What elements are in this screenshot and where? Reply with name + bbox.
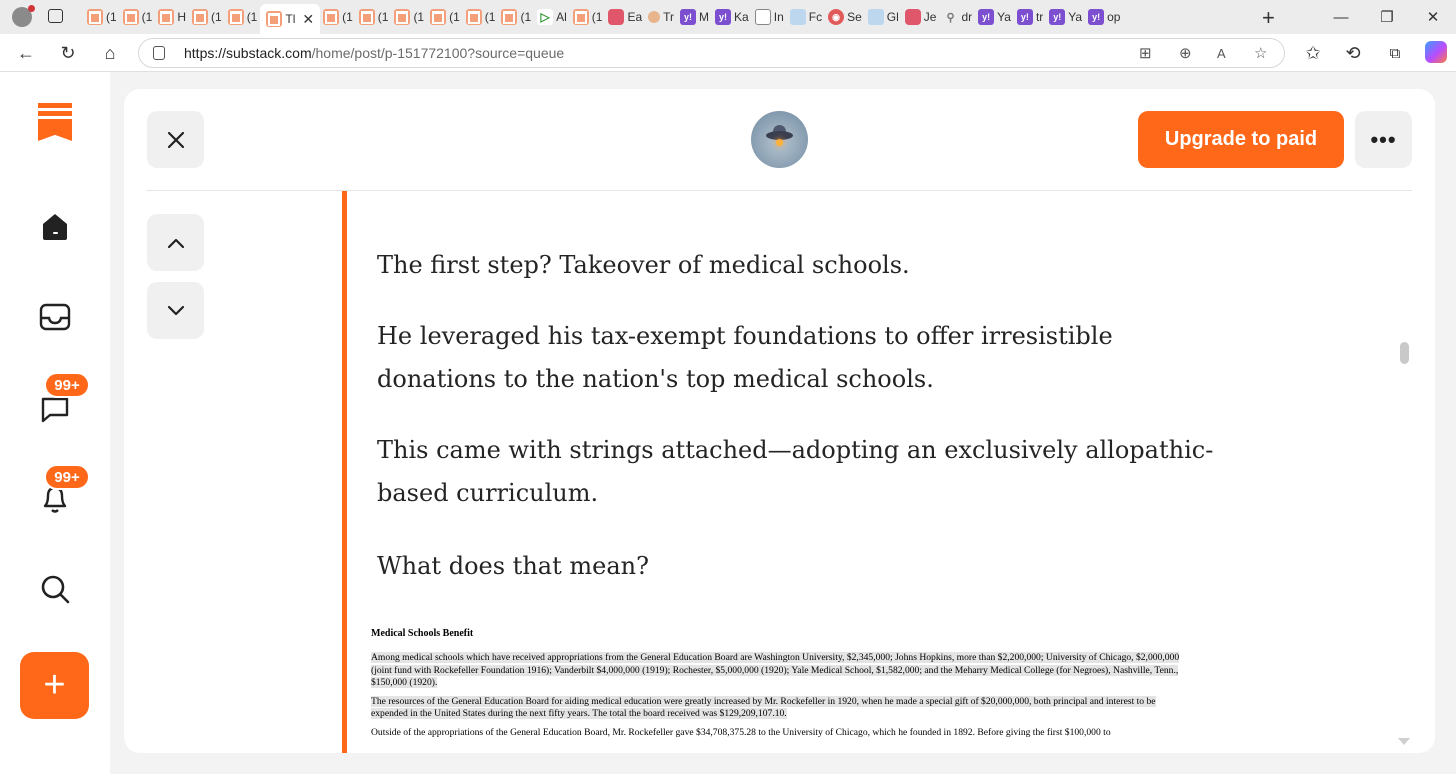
favorites-icon[interactable]: ✩ [1305, 42, 1321, 63]
browser-tab-label: (1 [484, 10, 496, 24]
substack-favicon-icon [573, 9, 589, 25]
news-favicon-icon [790, 9, 806, 25]
substack-favicon-icon [228, 9, 244, 25]
browser-tab-label: Gl [886, 10, 899, 24]
browser-tab-label: Fc [808, 10, 823, 24]
substack-favicon-icon [430, 9, 446, 25]
browser-tab-label: (1 [413, 10, 425, 24]
scroll-down-arrow[interactable] [1398, 738, 1410, 745]
browser-tab-label: (1 [520, 10, 532, 24]
close-reader-button[interactable] [147, 111, 204, 168]
browser-tab[interactable] [865, 3, 902, 31]
browser-tab-bar [0, 0, 1456, 34]
browser-tab-label: Ya [997, 10, 1011, 24]
substack-favicon-icon [394, 9, 410, 25]
browser-tab-label: Se [847, 10, 862, 24]
browser-tab[interactable] [902, 3, 940, 31]
red-favicon-icon: ◉ [828, 9, 844, 25]
browser-tab[interactable] [120, 3, 156, 31]
substack-sidebar [0, 72, 110, 774]
back-icon[interactable]: ← [17, 42, 35, 63]
browser-tab-label: (1 [246, 10, 258, 24]
browser-tab[interactable] [1046, 3, 1085, 31]
document-paragraph: Among medical schools which have received appropriations from the General Education Board are Washington University, $2,345,000; Johns Hopkins, more than $2,200,000; University of Chicago, $2,000,000 (joint fund with Rockefeller Foundation 1916); Vanderbilt $4,000,000 (1919); Rochester, $5,000,000 (1920); Yale Medical School, $1,582,000; and the Meharry Medical College (for Negroes), Nashville, Tenn., $150,000 (1920). [371, 652, 1180, 688]
compose-button[interactable]: + [20, 652, 89, 719]
article-body [342, 191, 1382, 753]
browser-tab-label: (1 [106, 10, 117, 24]
browser-tab[interactable] [225, 3, 261, 31]
browser-tab-label: Tr [663, 10, 675, 24]
new-tab-button[interactable]: + [1262, 5, 1275, 30]
browser-tab-label: Ka [734, 10, 749, 24]
browser-tab[interactable] [825, 3, 865, 31]
browser-tab[interactable] [84, 3, 120, 31]
browser-tab[interactable] [463, 3, 499, 31]
browser-tab-label: tr [1035, 10, 1044, 24]
address-bar[interactable] [138, 38, 1285, 68]
browser-tab-label: In [773, 10, 784, 24]
browser-tab[interactable] [787, 3, 825, 31]
browser-tab-label: (1 [211, 10, 222, 24]
lock-icon[interactable] [153, 46, 165, 60]
article-paragraph: This came with strings attached—adopting an exclusively allopathic-based curriculum. [377, 436, 1214, 507]
profile-icon[interactable] [12, 7, 32, 27]
browser-tab-label: Ea [627, 10, 643, 24]
more-options-button[interactable]: ••• [1355, 111, 1412, 168]
browser-tab[interactable] [645, 3, 677, 31]
search-nav-icon[interactable] [38, 572, 72, 606]
notifications-badge: 99+ [44, 464, 90, 490]
substack-favicon-icon [87, 9, 103, 25]
tab-actions-icon[interactable] [48, 9, 63, 23]
browser-tab[interactable] [427, 3, 463, 31]
favorite-star-icon[interactable]: ☆ [1254, 45, 1268, 62]
browser-tab[interactable] [534, 3, 570, 31]
browser-tab-label: (1 [449, 10, 460, 24]
restore-icon[interactable]: ❐ [1380, 9, 1394, 26]
browser-tab[interactable] [391, 3, 427, 31]
substack-logo[interactable] [38, 103, 72, 141]
next-post-button[interactable] [147, 282, 204, 339]
window-controls [1318, 0, 1456, 34]
close-tab-icon[interactable]: ✕ [302, 10, 315, 27]
document-paragraph: The resources of the General Education Board for aiding medical education were greatly increased by Mr. Rockefeller in 1920, when he made a special gift of $20,000,000, both principal and interest to be expended in the United States during the next fifty years. The total the board received was $129,209,107.10. [371, 695, 1156, 719]
substack-favicon-icon [359, 9, 375, 25]
youtube-favicon-icon [905, 9, 921, 25]
yahoo-favicon-icon: y! [715, 9, 731, 25]
browser-tab[interactable] [320, 3, 356, 31]
refresh-icon[interactable]: ↻ [60, 42, 76, 63]
browser-tab[interactable] [1014, 3, 1046, 31]
browser-tab[interactable] [975, 3, 1014, 31]
browser-tab-label: dr [961, 10, 973, 24]
browser-tab[interactable] [189, 3, 225, 31]
zoom-icon[interactable]: ⊕ [1179, 45, 1192, 62]
browser-tab[interactable] [939, 3, 975, 31]
document-paragraph: Outside of the appropriations of the General Education Board, Mr. Rockefeller gave $34,708,375.28 to the University of Chicago, which he founded in 1892. Before giving the first $100,000 to [371, 726, 1111, 738]
previous-post-button[interactable] [147, 214, 204, 271]
browser-tab-active[interactable] [260, 4, 320, 34]
substack-favicon-icon [123, 9, 139, 25]
article-paragraph: He leveraged his tax-exempt foundations to offer irresistible donations to the nation's top medical schools. [377, 322, 1113, 393]
browser-tab-label: Je [923, 10, 937, 24]
dot-favicon-icon [648, 11, 660, 23]
browser-toolbar [0, 34, 1456, 72]
browser-tab-label: op [1107, 10, 1121, 24]
document-heading: Medical Schools Benefit [371, 628, 474, 639]
browser-tab[interactable] [712, 3, 752, 31]
browser-tab[interactable] [570, 3, 606, 31]
article-paragraph: What does that mean? [377, 552, 649, 580]
browser-tab[interactable] [677, 3, 712, 31]
yahoo-favicon-icon: y! [1017, 9, 1033, 25]
close-window-icon[interactable]: ✕ [1426, 9, 1440, 26]
browser-tab[interactable] [356, 3, 392, 31]
substack-favicon-icon [266, 11, 282, 27]
substack-favicon-icon [192, 9, 208, 25]
browser-tab[interactable] [155, 3, 189, 31]
tab-strip [84, 0, 1123, 34]
browser-tab[interactable] [605, 3, 645, 31]
yahoo-favicon-icon: y! [1088, 9, 1104, 25]
youtube-favicon-icon [608, 9, 624, 25]
browser-tab-label: (1 [342, 10, 353, 24]
extensions-icon[interactable]: ⧉ [1389, 44, 1401, 62]
browser-tab-label: H [177, 10, 187, 24]
embedded-document-image[interactable] [371, 628, 1191, 745]
substack-favicon-icon [466, 9, 482, 25]
scrollbar-thumb[interactable] [1400, 342, 1409, 364]
substack-favicon-icon [323, 9, 339, 25]
publication-avatar[interactable] [751, 111, 808, 168]
read-aloud-icon[interactable]: A [1217, 46, 1226, 61]
apps-icon[interactable]: ⊞ [1139, 45, 1152, 62]
browser-tab-label: (1 [377, 10, 389, 24]
url-text[interactable]: https://substack.com/home/post/p-151772100?source=queue [184, 45, 565, 61]
doc-favicon-icon [755, 9, 771, 25]
browser-tab-label: M [699, 10, 710, 24]
browser-tab-label: Al [556, 10, 567, 24]
search-favicon-icon: ⚲ [946, 11, 955, 24]
browser-tab[interactable] [752, 3, 787, 31]
close-icon [166, 130, 186, 150]
home-nav-icon[interactable] [38, 209, 72, 243]
substack-favicon-icon [158, 9, 174, 25]
browser-tab-label: Ya [1068, 10, 1083, 24]
article-paragraph: The first step? Takeover of medical schools. [377, 251, 910, 279]
yahoo-favicon-icon: y! [1049, 9, 1065, 25]
browser-tab[interactable] [498, 3, 534, 31]
yahoo-favicon-icon: y! [680, 9, 696, 25]
history-icon[interactable]: ⟲ [1345, 42, 1361, 63]
post-reader [124, 89, 1435, 753]
inbox-nav-icon[interactable] [38, 300, 72, 334]
substack-favicon-icon [501, 9, 517, 25]
play-favicon-icon: ▷ [537, 9, 553, 25]
browser-tab-label: (1 [141, 10, 153, 24]
browser-tab-label: Tl [285, 12, 296, 26]
blue-favicon-icon [868, 9, 884, 25]
yahoo-favicon-icon: y! [978, 9, 994, 25]
chevron-up-icon [166, 237, 186, 249]
copilot-icon[interactable] [1425, 41, 1447, 63]
minimize-icon[interactable]: — [1333, 8, 1349, 26]
chat-badge: 99+ [44, 372, 90, 398]
browser-tab[interactable] [1085, 3, 1123, 31]
chevron-down-icon [166, 305, 186, 317]
browser-tab-label: (1 [591, 10, 603, 24]
upgrade-to-paid-button[interactable]: Upgrade to paid [1138, 111, 1344, 168]
home-icon[interactable]: ⌂ [104, 42, 116, 63]
